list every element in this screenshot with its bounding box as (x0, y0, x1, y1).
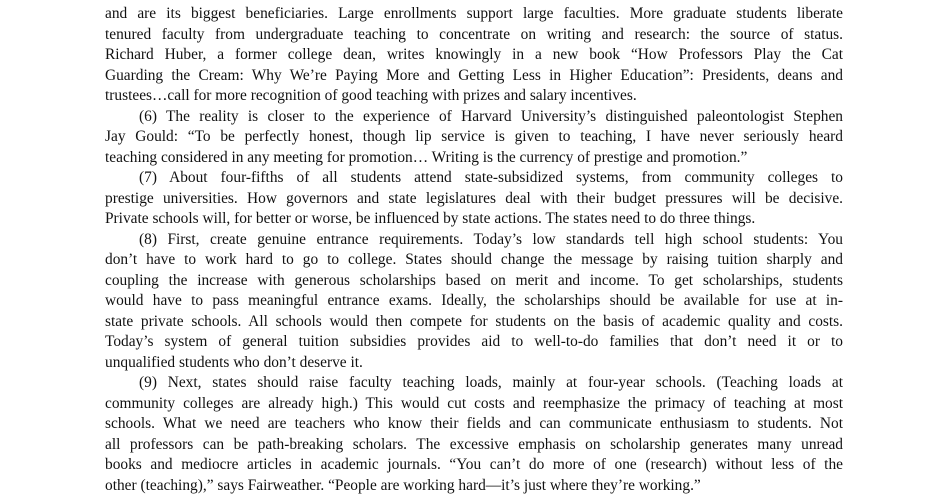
text-line: would have to pass meaningful entrance exams. Ideally, the scholarships should be available for use at in- (105, 292, 843, 309)
text-line: (7) About four-fifths of all students attend state-subsidized systems, from community colleges to (139, 169, 843, 186)
text-line: tenured faculty from undergraduate teaching to concentrate on writing and research: the source of status. (105, 25, 843, 43)
text-line: don’t have to work hard to go to college. States should change the message by raising tuition sharply and (105, 251, 843, 268)
text-line: all professors can be path-breaking scholars. The excessive emphasis on scholarship generates many unread (105, 435, 843, 453)
document-body (105, 4, 843, 496)
text-line: coupling the increase with generous scholarships based on merit and income. To get scholarships, students (105, 271, 843, 289)
text-line: Jay Gould: “To be perfectly honest, though lip service is given to teaching, I have never seriously heard (105, 128, 843, 145)
text-line: Today’s system of general tuition subsidies provides aid to well-to-do families that don’t need it or to (105, 333, 843, 350)
paragraph (105, 230, 843, 374)
text-line: prestige universities. How governors and state legislatures deal with their budget pressures will be decisive. (105, 189, 843, 207)
text-line: (6) The reality is closer to the experience of Harvard University’s distinguished paleontologist Stephen (139, 107, 843, 125)
text-line: community colleges are already high.) This would cut costs and reemphasize the primacy of teaching at most (105, 394, 843, 412)
text-line: (9) Next, states should raise faculty teaching loads, mainly at four-year schools. (Teaching loads at (139, 374, 843, 391)
text-line: books and mediocre articles in academic journals. “You can’t do more of one (research) without less of the (105, 456, 843, 473)
text-line: teaching considered in any meeting for promotion… Writing is the currency of prestige and promotion.” (105, 148, 748, 166)
text-line: Richard Huber, a former college dean, writes knowingly in a new book “How Professors Play the Cat (105, 46, 843, 63)
text-line: schools. What we need are teachers who know their fields and can communicate enthusiasm to students. Not (105, 415, 843, 432)
text-line: and are its biggest beneficiaries. Large enrollments support large faculties. More graduate students liberate (105, 5, 843, 22)
text-line: Private schools will, for better or worse, be influenced by state actions. The states need to do three things. (105, 210, 756, 227)
paragraph (105, 4, 843, 107)
paragraph (105, 168, 843, 230)
text-line: Guarding the Cream: Why We’re Paying More and Getting Less in Higher Education”: Presidents, deans and (105, 66, 843, 84)
paragraph (105, 373, 843, 496)
text-line: (8) First, create genuine entrance requirements. Today’s low standards tell high school students: You (139, 230, 843, 248)
text-line: state private schools. All schools would then compete for students on the basis of academic quality and costs. (105, 312, 843, 330)
paragraph (105, 107, 843, 169)
text-line: trustees…call for more recognition of good teaching with prizes and salary incentives. (105, 87, 637, 104)
text-line: other (teaching),” says Fairweather. “People are working hard—it’s just where they’re working.” (105, 476, 701, 494)
text-line: unqualified students who don’t deserve it. (105, 353, 363, 371)
